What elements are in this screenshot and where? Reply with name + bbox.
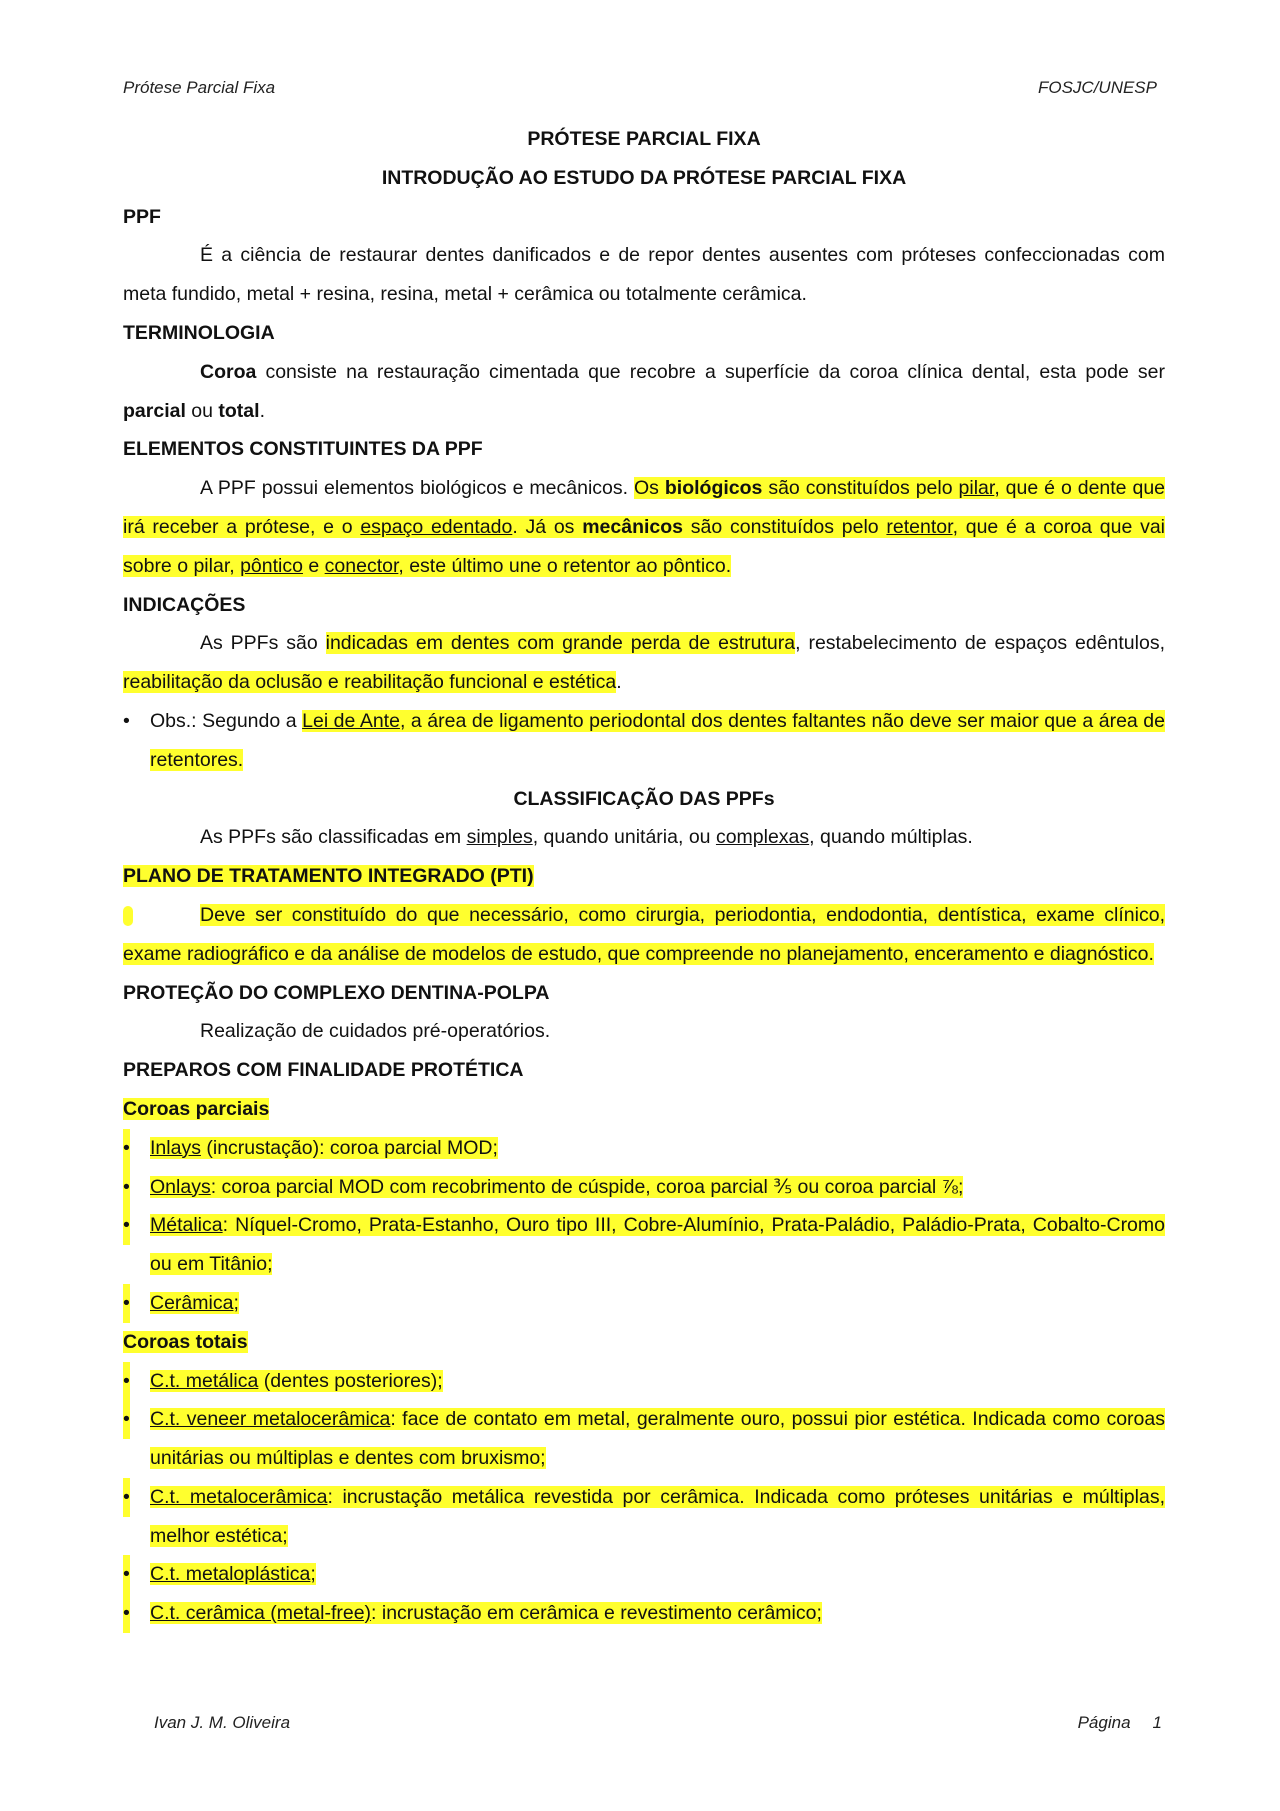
- bullet-icon: •: [123, 1206, 130, 1245]
- document-title: PRÓTESE PARCIAL FIXA: [527, 128, 761, 150]
- list-item: • Métalica: Níquel-Cromo, Prata-Estanho, Ouro tipo III, Cobre-Alumínio, Prata-Paládio, Paládio-Prata, Cobalto-Cromo ou em Titânio;: [123, 1206, 1165, 1284]
- subheading-coroas-parciais: Coroas parciais: [123, 1097, 270, 1120]
- indicacoes-paragraph: [123, 624, 1165, 702]
- protecao-paragraph: Realização de cuidados pré-operatórios.: [200, 1020, 551, 1043]
- header-left: Prótese Parcial Fixa: [123, 78, 276, 97]
- section-heading-terminologia: TERMINOLOGIA: [123, 321, 275, 344]
- header-right: FOSJC/UNESP: [1037, 78, 1157, 97]
- coroas-totais-list: [123, 1362, 1165, 1634]
- list-item: • C.t. metálica (dentes posteriores);: [123, 1362, 1165, 1401]
- section-heading-classificacao: CLASSIFICAÇÃO DAS PPFs: [513, 787, 775, 810]
- page-header: [123, 78, 1157, 98]
- section-heading-elementos: ELEMENTOS CONSTITUINTES DA PPF: [123, 438, 483, 461]
- text-run: .: [259, 399, 265, 422]
- obs-list: [123, 702, 1165, 780]
- section-heading-preparos: PREPAROS COM FINALIDADE PROTÉTICA: [123, 1059, 524, 1082]
- pti-paragraph: Deve ser constituído do que necessário, como cirurgia, periodontia, endodontia, dentística, exame clínico, exame radiográfico e da análise de modelos de estudo, que compreende no planejamento, enceramento e diagnóstico.: [123, 903, 1165, 965]
- highlight-marker-icon: [123, 906, 133, 926]
- footer-author: Ivan J. M. Oliveira: [154, 1713, 291, 1732]
- text-run: As PPFs são: [200, 632, 326, 655]
- highlighted-text: Os biológicos são constituídos pelo pilar, que é o dente que irá receber a prótese, e o espaço edentado. Já os mecânicos são constituídos pelo retentor, que é a coroa que vai sobre o pilar, pôntico e conector, este último une o retentor ao pôntico.: [123, 477, 1166, 577]
- page-label: Página: [1077, 1713, 1131, 1732]
- coroas-parciais-list: [123, 1129, 1165, 1323]
- classificacao-paragraph: As PPFs são classificadas em simples, quando unitária, ou complexas, quando múltiplas.: [200, 826, 973, 849]
- list-item: • Onlays: coroa parcial MOD com recobrimento de cúspide, coroa parcial ⅗ ou coroa parcial ⅞;: [123, 1168, 1165, 1207]
- document-body: [123, 120, 1165, 1633]
- bullet-icon: •: [123, 1362, 130, 1401]
- terminologia-paragraph: [123, 353, 1165, 431]
- section-heading-ppf: PPF: [123, 205, 161, 228]
- document-subtitle: INTRODUÇÃO AO ESTUDO DA PRÓTESE PARCIAL FIXA: [381, 166, 907, 189]
- list-item: • Inlays (incrustação): coroa parcial MOD;: [123, 1129, 1165, 1168]
- bullet-icon: •: [123, 1400, 130, 1439]
- list-item: • C.t. metalocerâmica: incrustação metálica revestida por cerâmica. Indicada como próteses unitárias e múltiplas, melhor estética;: [123, 1478, 1165, 1556]
- text-run: .: [616, 671, 622, 694]
- page-number: 1: [1152, 1713, 1162, 1732]
- bullet-icon: •: [123, 709, 130, 732]
- section-heading-indicacoes: INDICAÇÕES: [123, 593, 246, 616]
- page-footer: [154, 1713, 1162, 1733]
- bullet-icon: •: [123, 1594, 130, 1633]
- text-run: , restabelecimento de espaços edêntulos,: [795, 632, 1166, 655]
- bullet-icon: •: [123, 1478, 130, 1517]
- highlighted-text: reabilitação da oclusão e reabilitação funcional e estética: [123, 671, 617, 694]
- bullet-icon: •: [123, 1168, 130, 1207]
- term-coroa: Coroa: [200, 360, 257, 383]
- list-item: • Cerâmica;: [123, 1284, 1165, 1323]
- highlighted-text: indicadas em dentes com grande perda de estrutura: [325, 632, 796, 655]
- term-total: total: [218, 399, 260, 422]
- text-run: ou: [185, 399, 219, 422]
- ppf-paragraph: É a ciência de restaurar dentes danificados e de repor dentes ausentes com próteses confeccionadas com meta fundido, metal + resina, resina, metal + cerâmica ou totalmente cerâmica.: [123, 244, 1165, 306]
- term-parcial: parcial: [123, 399, 186, 422]
- list-item: • C.t. cerâmica (metal-free): incrustação em cerâmica e revestimento cerâmico;: [123, 1594, 1165, 1633]
- footer-page: [1078, 1713, 1162, 1733]
- subheading-coroas-totais: Coroas totais: [123, 1330, 248, 1353]
- bullet-icon: •: [123, 1555, 130, 1594]
- section-heading-pti: PLANO DE TRATAMENTO INTEGRADO (PTI): [123, 865, 534, 888]
- elementos-paragraph: [123, 469, 1165, 585]
- text-run: consiste na restauração cimentada que recobre a superfície da coroa clínica dental, esta pode ser: [256, 360, 1165, 383]
- bullet-icon: •: [123, 1284, 130, 1323]
- obs-item: • Obs.: Segundo a Lei de Ante, a área de ligamento periodontal dos dentes faltantes não deve ser maior que a área de retentores.: [123, 702, 1165, 780]
- text-run: A PPF possui elementos biológicos e mecânicos.: [200, 477, 634, 500]
- list-item: • C.t. veneer metalocerâmica: face de contato em metal, geralmente ouro, possui pior estética. Indicada como coroas unitárias ou múltiplas e dentes com bruxismo;: [123, 1400, 1165, 1478]
- list-item: • C.t. metaloplástica;: [123, 1555, 1165, 1594]
- bullet-icon: •: [123, 1129, 130, 1168]
- section-heading-protecao: PROTEÇÃO DO COMPLEXO DENTINA-POLPA: [123, 981, 550, 1004]
